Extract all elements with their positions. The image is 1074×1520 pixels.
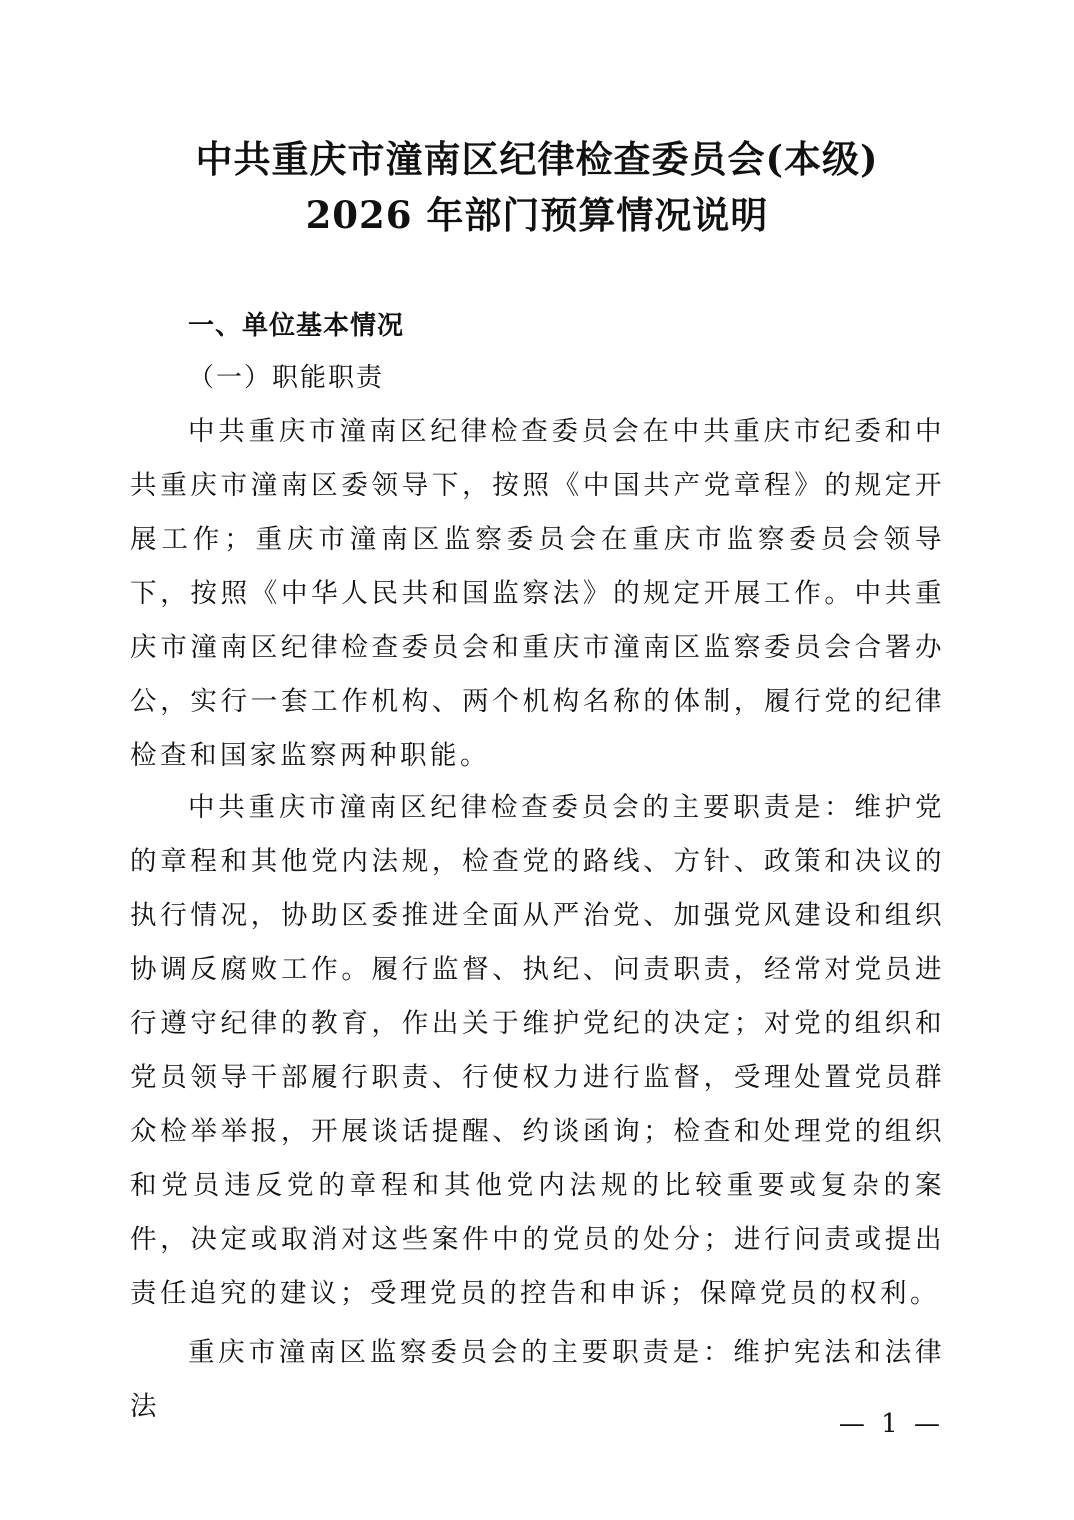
document-title-line-2: 2026 年部门预算情况说明 (305, 193, 769, 237)
page-number: — 1 — (838, 1409, 944, 1439)
paragraph-supervision-committee-duties: 重庆市潼南区监察委员会的主要职责是：维护宪法和法律法 (130, 1337, 945, 1422)
paragraph-discipline-committee-duties: 中共重庆市潼南区纪律检查委员会的主要职责是：维护党的章程和其他党内法规，检查党的路线、方针、政策和决议的执行情况，协助区委推进全面从严治党、加强党风建设和组织协调反腐败工作。履行监督、执纪、问责职责，经常对党员进行遵守纪律的教育，作出关于维护党纪的决定；对党的组织和党员领导干部履行职责、行使权力进行监督，受理处置党员群众检举举报，开展谈话提醒、约谈函询；检查和处理党的组织和党员违反党的章程和其他党内法规的比较重要或复杂的案件，决定或取消对这些案件中的党员的处分；进行问责或提出责任追究的建议；受理党员的控告和申诉；保障党员的权利。 (130, 792, 945, 1309)
subsection-heading: （一）职能职责 (188, 363, 385, 393)
section-heading: 一、单位基本情况 (188, 311, 405, 341)
document-title-line-1: 中共重庆市潼南区纪律检查委员会(本级) (195, 137, 879, 181)
paragraph-functions-overview: 中共重庆市潼南区纪律检查委员会在中共重庆市纪委和中共重庆市潼南区委领导下，按照《中国共产党章程》的规定开展工作；重庆市潼南区监察委员会在重庆市监察委员会领导下，按照《中华人民共和国监察法》的规定开展工作。中共重庆市潼南区纪律检查委员会和重庆市潼南区监察委员会合署办公，实行一套工作机构、两个机构名称的体制，履行党的纪律检查和国家监察两种职能。 (130, 416, 945, 771)
